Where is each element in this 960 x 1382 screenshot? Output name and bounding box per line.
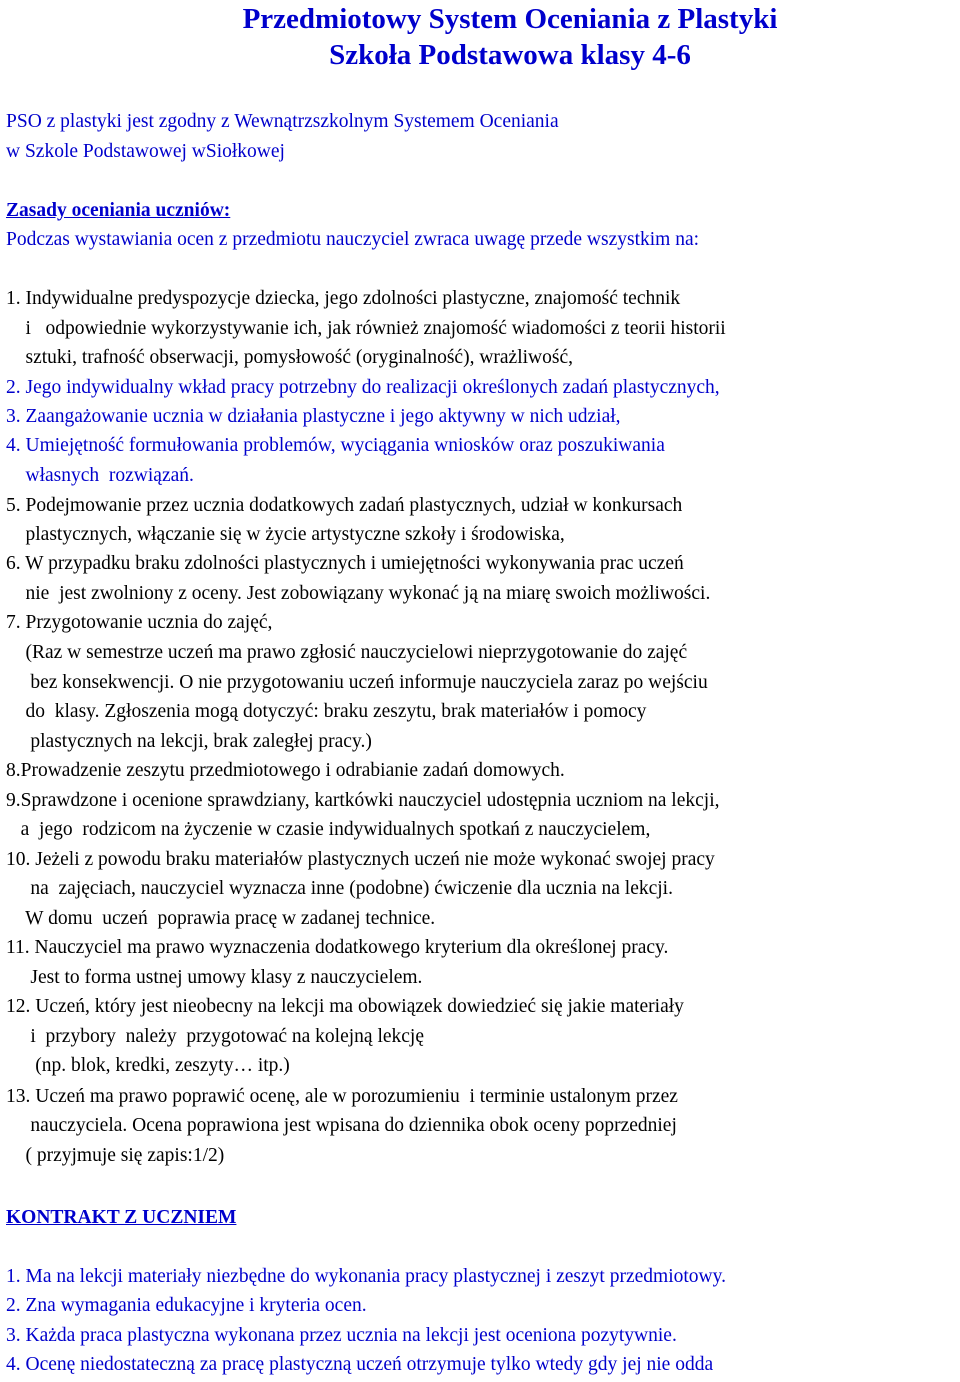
criteria-line: i przybory należy przygotować na kolejną lekcję bbox=[6, 1026, 425, 1047]
criteria-line: 5. Podejmowanie przez ucznia dodatkowych zadań plastycznych, udział w konkursach bbox=[6, 495, 683, 516]
criteria-line: 1. Indywidualne predyspozycje dziecka, jego zdolności plastyczne, znajomość technik bbox=[6, 288, 681, 309]
contract-line: 3. Każda praca plastyczna wykonana przez ucznia na lekcji jest oceniona pozytywnie. bbox=[6, 1325, 677, 1346]
criteria-line: (np. blok, kredki, zeszyty… itp.) bbox=[6, 1055, 290, 1076]
criteria-line: nie jest zwolniony z oceny. Jest zobowiązany wykonać ją na miarę swoich możliwości. bbox=[6, 583, 711, 604]
criteria-line: (Raz w semestrze uczeń ma prawo zgłosić nauczycielowi nieprzygotowanie do zajęć bbox=[6, 642, 688, 663]
criteria-line: a jego rodzicom na życzenie w czasie indywidualnych spotkań z nauczycielem, bbox=[6, 819, 651, 840]
criteria-line: sztuki, trafność obserwacji, pomysłowość (oryginalność), wrażliwość, bbox=[6, 347, 573, 368]
criteria-line: 12. Uczeń, który jest nieobecny na lekcji ma obowiązek dowiedzieć się jakie materiały bbox=[6, 996, 684, 1017]
criteria-line: 4. Umiejętność formułowania problemów, wyciągania wniosków oraz poszukiwania bbox=[6, 435, 665, 456]
contract-line: 1. Ma na lekcji materiały niezbędne do wykonania pracy plastycznej i zeszyt przedmiotowy. bbox=[6, 1266, 726, 1287]
criteria-line: Jest to forma ustnej umowy klasy z nauczycielem. bbox=[6, 967, 423, 988]
contract-heading: KONTRAKT Z UCZNIEM bbox=[6, 1207, 237, 1228]
criteria-line: 3. Zaangażowanie ucznia w działania plastyczne i jego aktywny w nich udział, bbox=[6, 406, 621, 427]
criteria-line: własnych rozwiązań. bbox=[6, 465, 194, 486]
criteria-line: 10. Jeżeli z powodu braku materiałów plastycznych uczeń nie może wykonać swojej pracy bbox=[6, 849, 715, 870]
criteria-line: plastycznych na lekcji, brak zaległej pracy.) bbox=[6, 731, 372, 752]
criteria-line: ( przyjmuje się zapis:1/2) bbox=[6, 1145, 225, 1166]
document-title: Przedmiotowy System Oceniania z Plastyki bbox=[242, 3, 778, 35]
intro-line: PSO z plastyki jest zgodny z Wewnątrzszkolnym Systemem Oceniania bbox=[6, 111, 559, 132]
criteria-line: bez konsekwencji. O nie przygotowaniu uczeń informuje nauczyciela zaraz po wejściu bbox=[6, 672, 708, 693]
criteria-line: 7. Przygotowanie ucznia do zajęć, bbox=[6, 612, 273, 633]
criteria-line: W domu uczeń poprawia pracę w zadanej technice. bbox=[6, 908, 436, 929]
criteria-line: 11. Nauczyciel ma prawo wyznaczenia dodatkowego kryterium dla określonej pracy. bbox=[6, 937, 669, 958]
criteria-line: 9.Sprawdzone i ocenione sprawdziany, kartkówki nauczyciel udostępnia uczniom na lekcji, bbox=[6, 790, 720, 811]
criteria-line: na zajęciach, nauczyciel wyznacza inne (podobne) ćwiczenie dla ucznia na lekcji. bbox=[6, 878, 673, 899]
criteria-line: do klasy. Zgłoszenia mogą dotyczyć: braku zeszytu, brak materiałów i pomocy bbox=[6, 701, 647, 722]
criteria-line: i odpowiednie wykorzystywanie ich, jak również znajomość wiadomości z teorii historii bbox=[6, 318, 726, 339]
principles-heading: Zasady oceniania uczniów: bbox=[6, 200, 231, 221]
principles-lead: Podczas wystawiania ocen z przedmiotu nauczyciel zwraca uwagę przede wszystkim na: bbox=[6, 229, 700, 250]
criteria-line: 8.Prowadzenie zeszytu przedmiotowego i odrabianie zadań domowych. bbox=[6, 760, 565, 781]
criteria-line: plastycznych, włączanie się w życie artystyczne szkoły i środowiska, bbox=[6, 524, 565, 545]
criteria-line: nauczyciela. Ocena poprawiona jest wpisana do dziennika obok oceny poprzedniej bbox=[6, 1115, 677, 1136]
document-subtitle: Szkoła Podstawowa klasy 4-6 bbox=[329, 39, 691, 71]
contract-line: 4. Ocenę niedostateczną za pracę plastyczną uczeń otrzymuje tylko wtedy gdy jej nie odda bbox=[6, 1354, 714, 1375]
intro-line: w Szkole Podstawowej wSiołkowej bbox=[6, 141, 285, 162]
criteria-line: 2. Jego indywidualny wkład pracy potrzebny do realizacji określonych zadań plastycznych, bbox=[6, 377, 720, 398]
criteria-line: 13. Uczeń ma prawo poprawić ocenę, ale w porozumieniu i terminie ustalonym przez bbox=[6, 1086, 678, 1107]
criteria-line: 6. W przypadku braku zdolności plastycznych i umiejętności wykonywania prac uczeń bbox=[6, 553, 684, 574]
contract-line: 2. Zna wymagania edukacyjne i kryteria ocen. bbox=[6, 1295, 367, 1316]
